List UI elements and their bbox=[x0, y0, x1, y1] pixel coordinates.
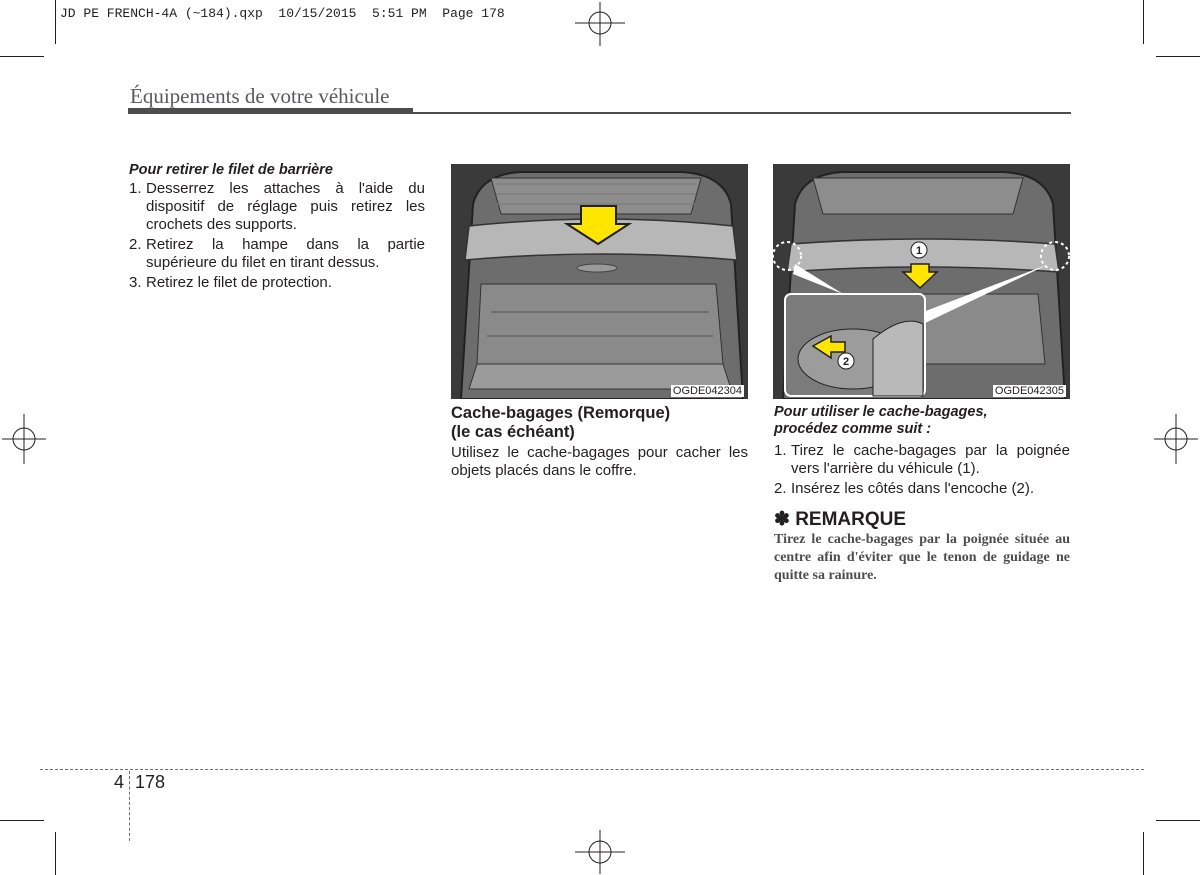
right-column bbox=[774, 404, 1070, 585]
subheading-use-cover: Pour utiliser le cache-bagages, procédez comme suit : bbox=[774, 404, 988, 437]
cargo-area-drawing bbox=[451, 164, 748, 399]
callout-2: 2 bbox=[842, 356, 850, 368]
cargo-cover-use-illustration bbox=[773, 164, 1070, 399]
remark-title: ✽ REMARQUE bbox=[774, 509, 907, 530]
remark-body: Tirez le cache-bagages par la poignée située au centre afin d'éviter que le tenon de guidage ne quitte sa rainure. bbox=[774, 532, 1070, 583]
cargo-cover-use-drawing bbox=[773, 164, 1070, 399]
figure-code: OGDE042304 bbox=[672, 385, 742, 397]
callout-1: 1 bbox=[915, 245, 923, 257]
use-cover-steps bbox=[774, 442, 1070, 498]
section-title: Équipements de votre véhicule bbox=[130, 84, 390, 108]
middle-column bbox=[451, 404, 748, 480]
chapter-number: 4 bbox=[114, 772, 125, 792]
left-column bbox=[129, 162, 425, 294]
header-rule-thin bbox=[413, 112, 1071, 114]
heading-cargo-cover: Cache-bagages (Remorque) (le cas échéant) bbox=[451, 404, 671, 441]
registration-mark-top bbox=[575, 2, 625, 46]
cargo-cover-illustration bbox=[451, 164, 748, 399]
print-slug: JD PE FRENCH-4A (~184).qxp 10/15/2015 5:51 PM Page 178 bbox=[60, 6, 505, 21]
list-item: 2. Insérez les côtés dans l'encoche (2). bbox=[774, 480, 1034, 497]
page-number: 178 bbox=[135, 772, 166, 792]
registration-mark-left bbox=[2, 414, 46, 464]
list-item: 3. Retirez le filet de protection. bbox=[129, 274, 332, 291]
list-item: 1. Desserrez les attaches à l'aide du dispositif de réglage puis retirez les crochets des supports. bbox=[129, 180, 425, 233]
subheading-remove-net: Pour retirer le filet de barrière bbox=[129, 162, 333, 178]
list-item: 1. Tirez le cache-bagages par la poignée vers l'arrière du véhicule (1). bbox=[774, 442, 1070, 477]
footer-divider bbox=[129, 771, 130, 841]
remove-net-steps bbox=[129, 180, 425, 292]
figure-code: OGDE042305 bbox=[994, 385, 1064, 397]
header-rule-thick bbox=[128, 108, 413, 114]
cargo-cover-description: Utilisez le cache-bagages pour cacher les objets placés dans le coffre. bbox=[451, 444, 748, 479]
registration-mark-right bbox=[1154, 414, 1198, 464]
footer-rule bbox=[40, 769, 1144, 770]
registration-mark-bottom bbox=[575, 830, 625, 874]
list-item: 2. Retirez la hampe dans la partie supérieure du filet en tirant dessus. bbox=[129, 236, 425, 271]
